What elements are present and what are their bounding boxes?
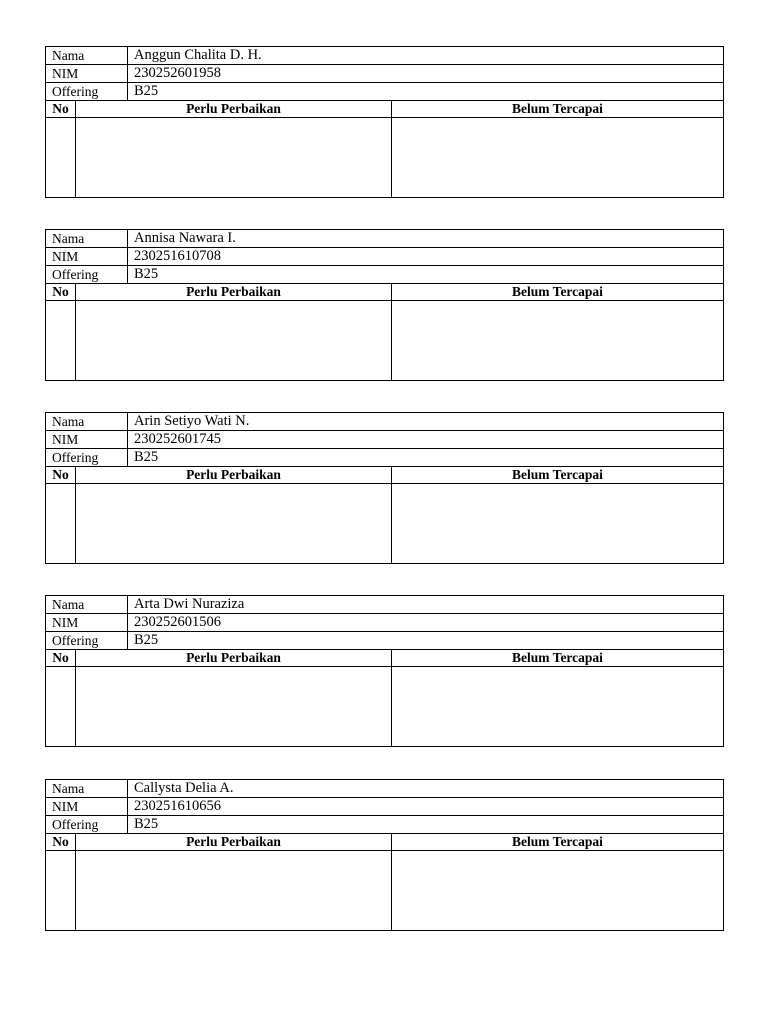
nim-value: 230252601745 (128, 431, 724, 449)
perlu-perbaikan-column-header: Perlu Perbaikan (76, 650, 392, 667)
offering-label: Offering (46, 266, 128, 284)
nim-value: 230251610708 (128, 248, 724, 266)
nim-label: NIM (46, 431, 128, 449)
evaluation-header-row (46, 467, 724, 484)
perlu-perbaikan-column-header: Perlu Perbaikan (76, 834, 392, 851)
no-column-header: No (46, 650, 76, 667)
offering-row (46, 449, 724, 467)
no-cell (46, 667, 76, 747)
perlu-perbaikan-cell (76, 118, 392, 198)
perlu-perbaikan-cell (76, 484, 392, 564)
perlu-perbaikan-cell (76, 667, 392, 747)
nim-row (46, 65, 724, 83)
evaluation-body-row (46, 484, 724, 564)
student-info-table (45, 412, 724, 467)
name-value: Anggun Chalita D. H. (128, 47, 724, 65)
belum-tercapai-cell (392, 667, 724, 747)
no-column-header: No (46, 834, 76, 851)
offering-value: B25 (128, 83, 724, 101)
student-info-table (45, 595, 724, 650)
nim-value: 230252601506 (128, 614, 724, 632)
student-card (45, 46, 724, 198)
evaluation-body-row (46, 667, 724, 747)
offering-row (46, 83, 724, 101)
name-label: Nama (46, 780, 128, 798)
belum-tercapai-cell (392, 851, 724, 931)
evaluation-header-row (46, 834, 724, 851)
offering-row (46, 816, 724, 834)
offering-label: Offering (46, 632, 128, 650)
offering-label: Offering (46, 449, 128, 467)
nim-label: NIM (46, 65, 128, 83)
offering-value: B25 (128, 816, 724, 834)
no-column-header: No (46, 101, 76, 118)
evaluation-table (45, 833, 724, 931)
name-label: Nama (46, 413, 128, 431)
student-card (45, 229, 724, 381)
offering-label: Offering (46, 816, 128, 834)
belum-tercapai-cell (392, 484, 724, 564)
name-label: Nama (46, 596, 128, 614)
offering-value: B25 (128, 449, 724, 467)
offering-value: B25 (128, 266, 724, 284)
student-info-table (45, 779, 724, 834)
student-card (45, 595, 724, 747)
no-column-header: No (46, 467, 76, 484)
evaluation-body-row (46, 851, 724, 931)
no-cell (46, 484, 76, 564)
evaluation-table (45, 466, 724, 564)
belum-tercapai-column-header: Belum Tercapai (392, 284, 724, 301)
nim-row (46, 248, 724, 266)
name-value: Arta Dwi Nuraziza (128, 596, 724, 614)
belum-tercapai-column-header: Belum Tercapai (392, 834, 724, 851)
name-row (46, 230, 724, 248)
perlu-perbaikan-column-header: Perlu Perbaikan (76, 101, 392, 118)
student-info-table (45, 46, 724, 101)
evaluation-header-row (46, 284, 724, 301)
nim-row (46, 614, 724, 632)
name-label: Nama (46, 230, 128, 248)
offering-label: Offering (46, 83, 128, 101)
no-cell (46, 851, 76, 931)
nim-row (46, 431, 724, 449)
evaluation-header-row (46, 650, 724, 667)
evaluation-table (45, 649, 724, 747)
belum-tercapai-cell (392, 301, 724, 381)
belum-tercapai-column-header: Belum Tercapai (392, 101, 724, 118)
student-info-table (45, 229, 724, 284)
evaluation-body-row (46, 301, 724, 381)
student-card (45, 779, 724, 931)
name-row (46, 596, 724, 614)
no-column-header: No (46, 284, 76, 301)
student-card (45, 412, 724, 564)
perlu-perbaikan-column-header: Perlu Perbaikan (76, 467, 392, 484)
no-cell (46, 118, 76, 198)
perlu-perbaikan-cell (76, 301, 392, 381)
nim-value: 230252601958 (128, 65, 724, 83)
offering-value: B25 (128, 632, 724, 650)
nim-label: NIM (46, 798, 128, 816)
nim-label: NIM (46, 614, 128, 632)
belum-tercapai-column-header: Belum Tercapai (392, 467, 724, 484)
name-value: Arin Setiyo Wati N. (128, 413, 724, 431)
name-row (46, 413, 724, 431)
evaluation-table (45, 100, 724, 198)
nim-value: 230251610656 (128, 798, 724, 816)
name-value: Annisa Nawara I. (128, 230, 724, 248)
offering-row (46, 266, 724, 284)
nim-row (46, 798, 724, 816)
evaluation-table (45, 283, 724, 381)
name-row (46, 780, 724, 798)
belum-tercapai-column-header: Belum Tercapai (392, 650, 724, 667)
evaluation-body-row (46, 118, 724, 198)
name-label: Nama (46, 47, 128, 65)
evaluation-header-row (46, 101, 724, 118)
name-value: Callysta Delia A. (128, 780, 724, 798)
belum-tercapai-cell (392, 118, 724, 198)
perlu-perbaikan-cell (76, 851, 392, 931)
perlu-perbaikan-column-header: Perlu Perbaikan (76, 284, 392, 301)
nim-label: NIM (46, 248, 128, 266)
name-row (46, 47, 724, 65)
offering-row (46, 632, 724, 650)
no-cell (46, 301, 76, 381)
